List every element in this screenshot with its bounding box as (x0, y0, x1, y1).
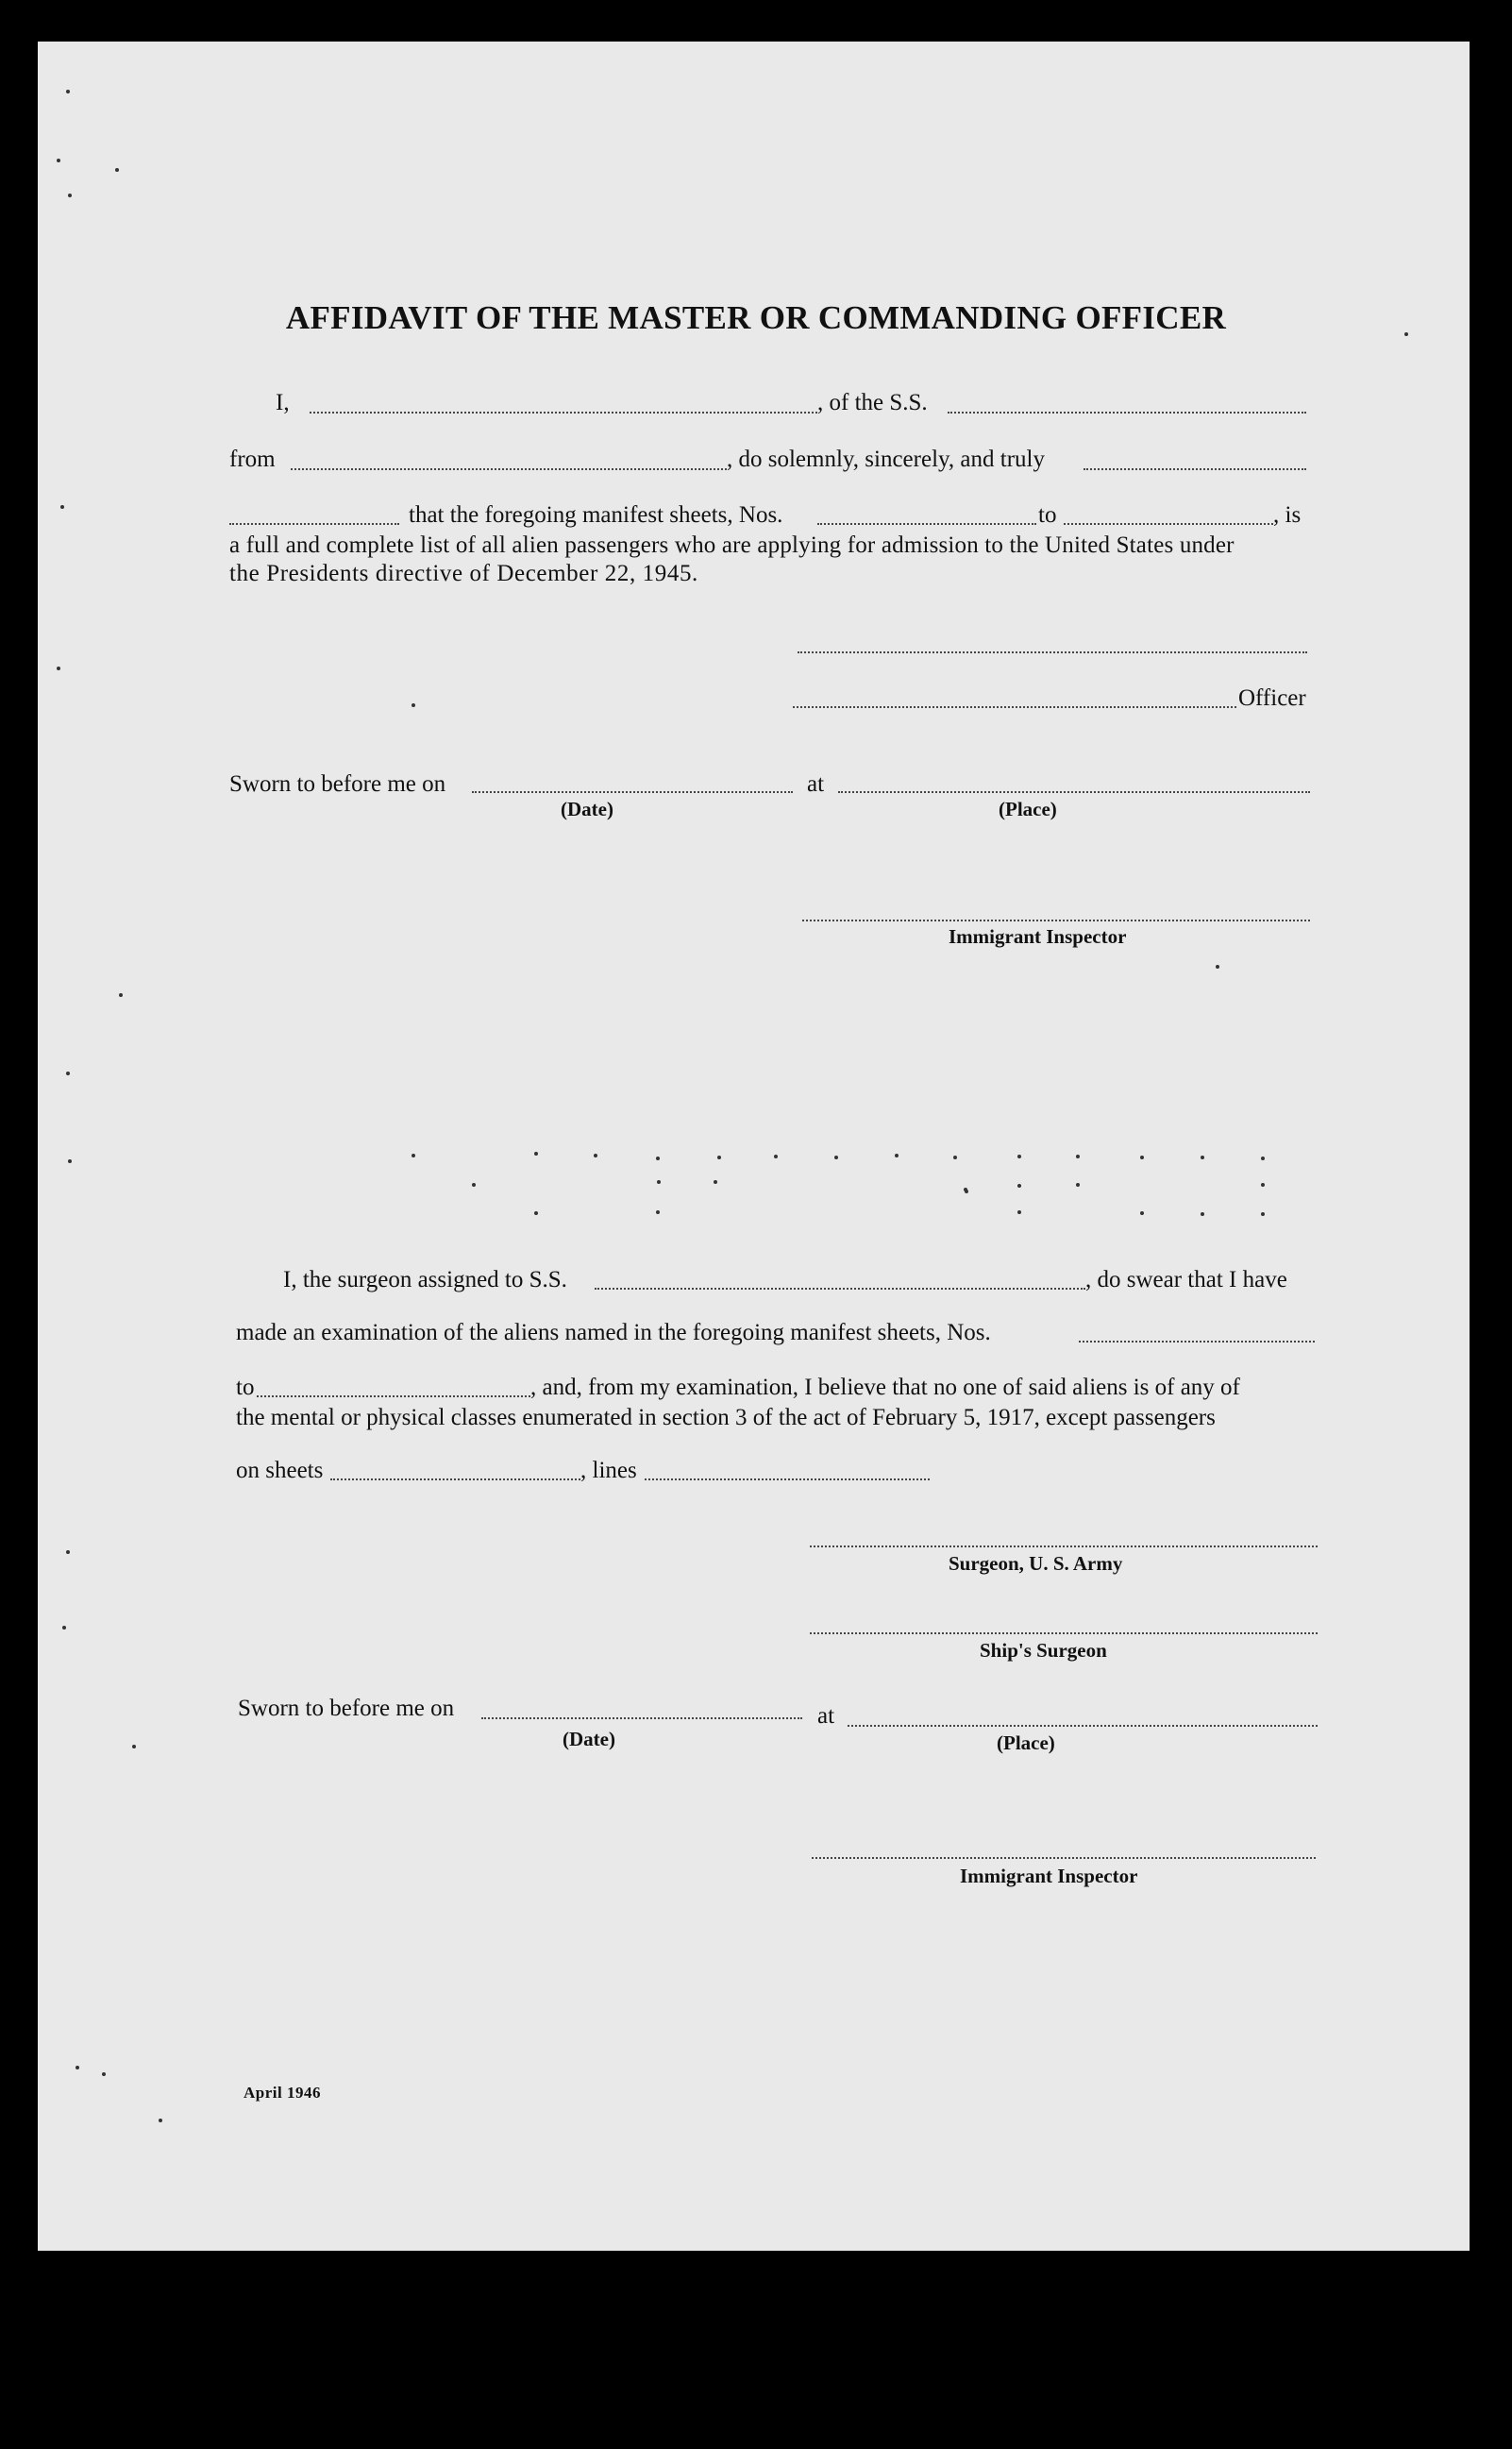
word-is: , is (1273, 502, 1302, 528)
surgeon-ship-field[interactable] (595, 1288, 1085, 1290)
oath-type-field[interactable] (1084, 468, 1306, 470)
surgeon-to-text: to (236, 1375, 255, 1400)
surgeon-date-label: (Date) (563, 1728, 615, 1750)
surgeon-intro-text: I, the surgeon assigned to S.S. (283, 1267, 567, 1292)
surgeon-inspector-label: Immigrant Inspector (960, 1865, 1138, 1887)
master-sworn-text: Sworn to before me on (229, 771, 446, 797)
surgeon-place-label: (Place) (997, 1731, 1055, 1754)
master-name-field[interactable] (310, 412, 817, 414)
form-page (38, 42, 1470, 2251)
surgeon-sheets-to-field[interactable] (257, 1395, 530, 1397)
surgeon-sworn-text: Sworn to before me on (238, 1696, 455, 1721)
surgeon-lines-text: , lines (580, 1458, 637, 1483)
master-sworn-date-field[interactable] (472, 791, 793, 793)
master-inspector-signature-line[interactable] (802, 920, 1310, 921)
sheets-from-field[interactable] (817, 523, 1036, 525)
word-from: from (229, 447, 276, 472)
surgeon-inspector-signature-line[interactable] (812, 1857, 1316, 1859)
surgeon-sheets-from-field[interactable] (1079, 1341, 1315, 1343)
surgeon-sworn-date-field[interactable] (481, 1717, 802, 1719)
word-solemnly: , do solemnly, sincerely, and truly (727, 447, 1045, 472)
exception-lines-field[interactable] (645, 1478, 930, 1480)
port-from-field[interactable] (291, 468, 727, 470)
master-inspector-label: Immigrant Inspector (949, 925, 1127, 948)
master-date-label: (Date) (561, 798, 613, 820)
exception-sheets-field[interactable] (330, 1478, 580, 1480)
master-sworn-place-field[interactable] (838, 791, 1310, 793)
surgeon-onsheets-text: on sheets (236, 1458, 324, 1483)
ship-name-field[interactable] (948, 412, 1306, 414)
surgeon-sworn-place-field[interactable] (848, 1725, 1318, 1727)
master-at-text: at (807, 771, 825, 797)
master-signature-line-2[interactable] (793, 706, 1236, 708)
form-date-footer: April 1946 (244, 2084, 321, 2102)
army-surgeon-label: Surgeon, U. S. Army (949, 1552, 1123, 1575)
word-i: I, (276, 390, 290, 415)
surgeon-believe-text: , and, from my examination, I believe that no one of said aliens is of any of (530, 1375, 1240, 1400)
page-title: AFFIDAVIT OF THE MASTER OR COMMANDING OFFICER (285, 299, 1227, 336)
word-of-ss: , of the S.S. (817, 390, 928, 415)
oath-verb-field[interactable] (229, 523, 399, 525)
word-to: to (1038, 502, 1057, 528)
ship-surgeon-signature-line[interactable] (810, 1632, 1318, 1634)
master-place-label: (Place) (999, 798, 1057, 820)
master-signature-line-1[interactable] (798, 651, 1307, 653)
word-foregoing: that the foregoing manifest sheets, Nos. (409, 502, 783, 528)
officer-label: Officer (1238, 685, 1306, 711)
surgeon-exam-text: made an examination of the aliens named in the foregoing manifest sheets, Nos. (236, 1320, 991, 1345)
text-directive: the Presidents directive of December 22, 1945. (229, 561, 698, 586)
army-surgeon-signature-line[interactable] (810, 1545, 1318, 1547)
surgeon-at-text: at (817, 1703, 835, 1729)
text-full-list: a full and complete list of all alien passengers who are applying for admission to the United States under (229, 532, 1235, 558)
sheets-to-field[interactable] (1064, 523, 1273, 525)
surgeon-swear-text: , do swear that I have (1085, 1267, 1287, 1292)
surgeon-classes-text: the mental or physical classes enumerated in section 3 of the act of February 5, 1917, except passengers (236, 1405, 1216, 1430)
ship-surgeon-label: Ship's Surgeon (980, 1639, 1107, 1662)
